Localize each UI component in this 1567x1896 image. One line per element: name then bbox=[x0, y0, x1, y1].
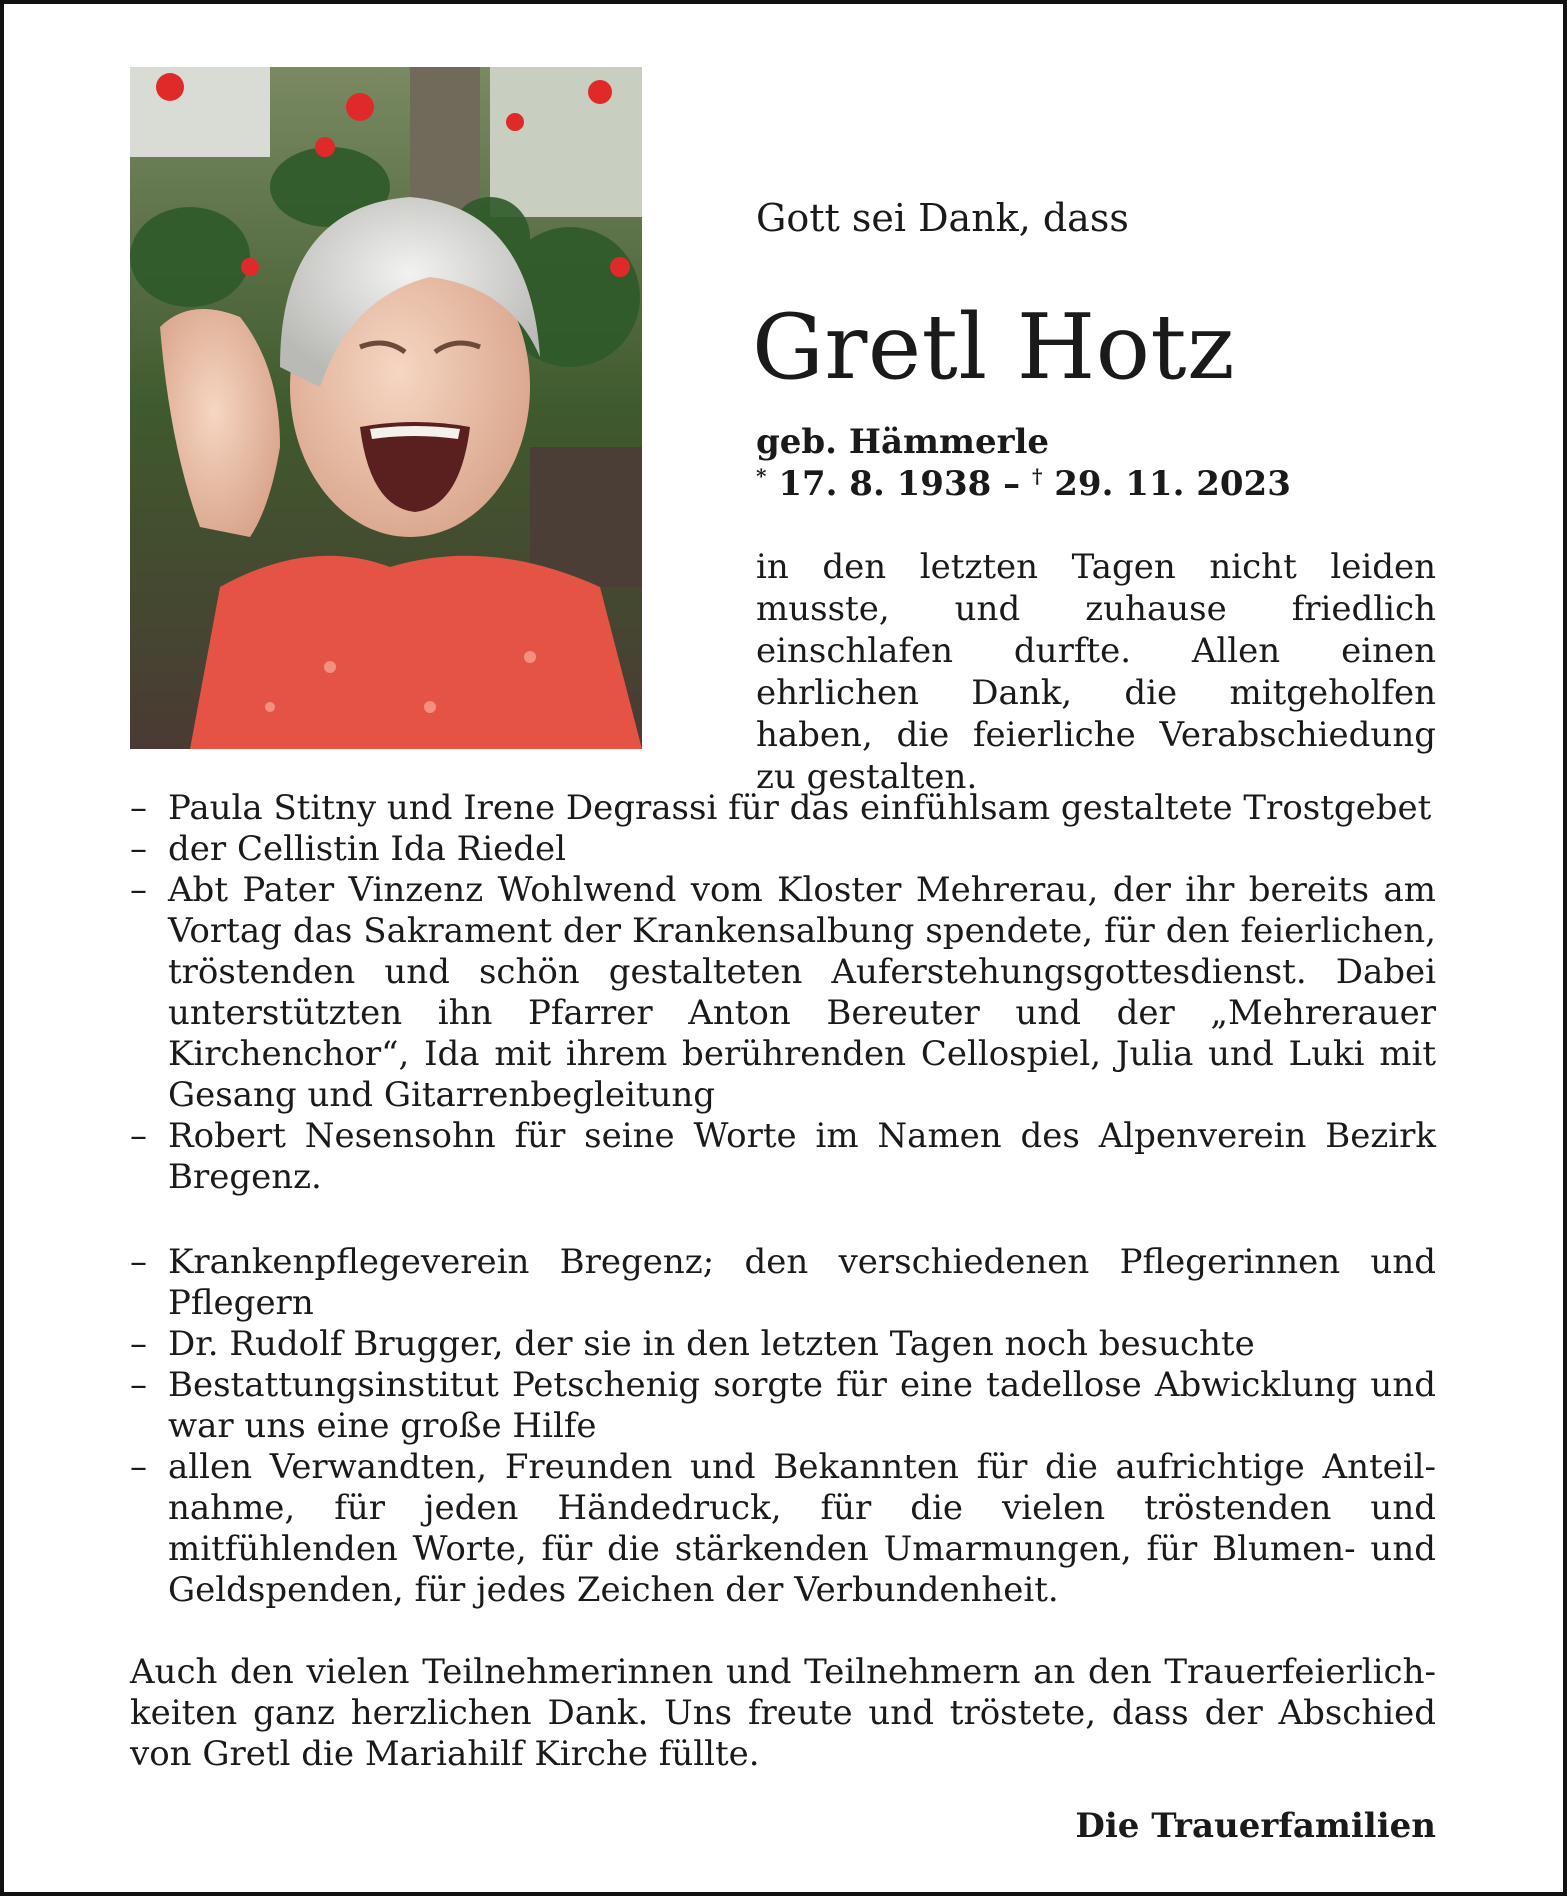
dash-bullet: – bbox=[130, 870, 147, 910]
list-item-text: Krankenpflegeverein Bregenz; den verschiedenen Pflegerinnen und Pflegern bbox=[168, 1242, 1436, 1323]
maiden-name: geb. Hämmerle bbox=[756, 422, 1050, 462]
closing-paragraph: Auch den vielen Teilnehmerinnen und Teilnehmern an den Trauerfeierlichkeiten ganz herzlichen Dank. Uns freute und tröstete, dass der Abschied von Gretl die Mariahilf Kirche füllte. bbox=[130, 1652, 1436, 1774]
thanks-list-2 bbox=[130, 1242, 1436, 1611]
dash-bullet: – bbox=[130, 788, 147, 828]
portrait-illustration bbox=[130, 67, 642, 749]
list-item bbox=[130, 1116, 1436, 1198]
intro-line: Gott sei Dank, dass bbox=[756, 196, 1129, 240]
dash-bullet: – bbox=[130, 1242, 147, 1282]
list-item-text: Abt Pater Vinzenz Wohlwend vom Kloster Mehrerau, der ihr bereits am Vortag das Sakrament der Krankensalbung spendete, für den feierlichen, tröstenden und schön gestalteten Auferstehungsgottesdienst. Dabei unterstützten ihn Pfarrer Anton Bereuter und der „Mehrerauer Kirchenchor“, Ida mit ihrem berührenden Cellospiel, Julia und Luki mit Gesang und Gitarrenbegleitung bbox=[168, 870, 1436, 1115]
thanks-list-1 bbox=[130, 788, 1436, 1198]
list-item bbox=[130, 829, 1436, 870]
list-item bbox=[130, 1324, 1436, 1365]
birth-date: 17. 8. 1938 bbox=[778, 464, 992, 504]
birth-symbol: * bbox=[756, 464, 767, 488]
signature: Die Trauerfamilien bbox=[1075, 1806, 1436, 1846]
list-item-text: Robert Nesensohn für seine Worte im Namen des Alpenverein Bezirk Bregenz. bbox=[168, 1116, 1436, 1197]
portrait-photo bbox=[130, 67, 642, 749]
list-item-text: Dr. Rudolf Brugger, der sie in den letzten Tagen noch besuchte bbox=[168, 1324, 1255, 1364]
life-dates bbox=[756, 464, 1291, 505]
date-separator: – bbox=[991, 464, 1032, 504]
list-item bbox=[130, 1242, 1436, 1324]
dash-bullet: – bbox=[130, 1365, 147, 1405]
list-item bbox=[130, 870, 1436, 1116]
list-item-text: der Cellistin Ida Riedel bbox=[168, 829, 567, 869]
deceased-name: Gretl Hotz bbox=[752, 295, 1235, 400]
list-item-text: allen Verwandten, Freunden und Bekannten für die aufrichtige Anteilnahme, für jeden Händedruck, für die vielen tröstenden und mitfühlenden Worte, für die stärkenden Umarmungen, für Blumen- und Geldspenden, für jedes Zeichen der Verbundenheit. bbox=[168, 1447, 1436, 1610]
dash-bullet: – bbox=[130, 1447, 147, 1487]
dash-bullet: – bbox=[130, 829, 147, 869]
list-item bbox=[130, 1447, 1436, 1611]
death-symbol: † bbox=[1031, 464, 1043, 488]
dash-bullet: – bbox=[130, 1116, 147, 1156]
list-item-text: Bestattungsinstitut Petschenig sorgte für eine tadellose Abwicklung und war uns eine große Hilfe bbox=[168, 1365, 1436, 1446]
death-date: 29. 11. 2023 bbox=[1054, 464, 1291, 504]
dash-bullet: – bbox=[130, 1324, 147, 1364]
list-item-text: Paula Stitny und Irene Degrassi für das einfühlsam gestaltete Trostgebet bbox=[168, 788, 1432, 828]
list-item bbox=[130, 788, 1436, 829]
list-item bbox=[130, 1365, 1436, 1447]
lead-paragraph: in den letzten Tagen nicht leiden musste, und zuhause friedlich einschlafen durfte. Allen einen ehrlichen Dank, die mitgeholfen haben, die feierliche Verabschiedung zu gestalten. bbox=[756, 547, 1436, 797]
